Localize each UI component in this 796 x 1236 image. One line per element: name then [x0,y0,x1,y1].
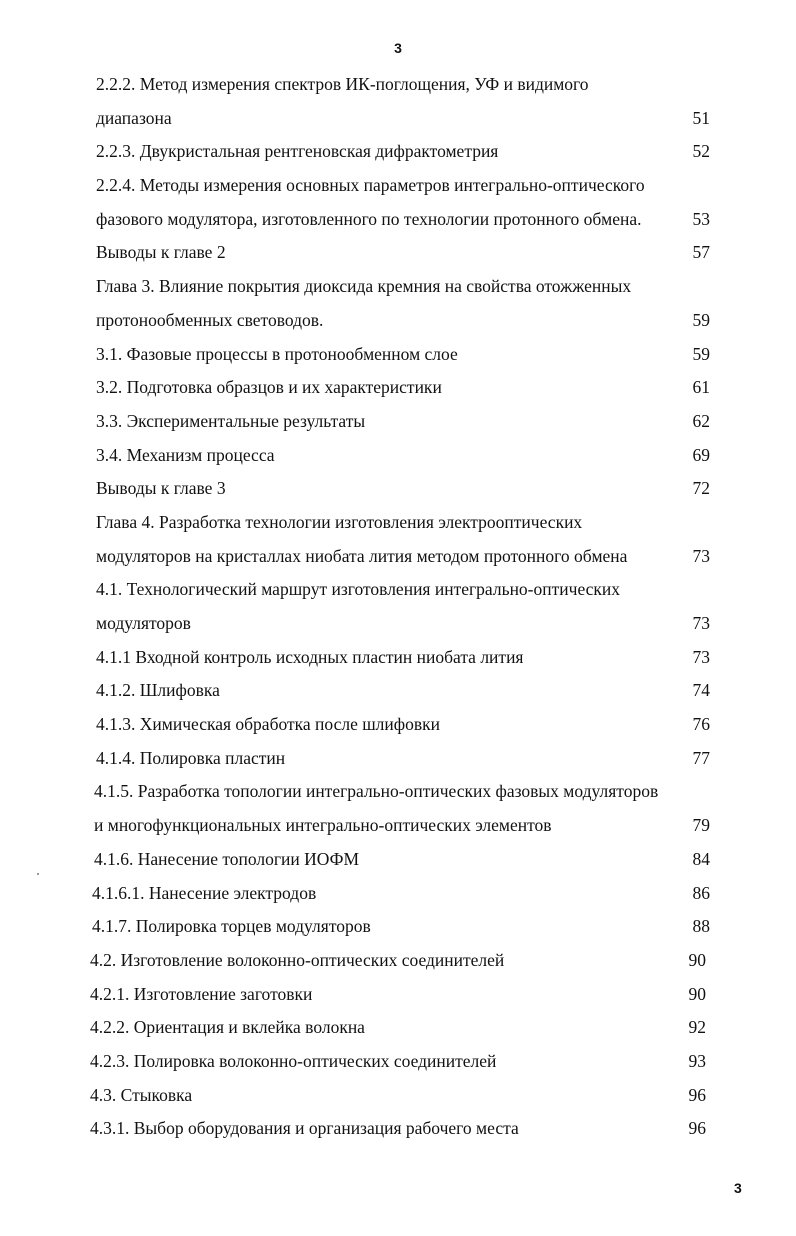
toc-entry-text: 4.1.1 Входной контроль исходных пластин ниобата лития [96,646,524,667]
toc-entry-text: Глава 3. Влияние покрытия диоксида кремния на свойства отожженных [96,276,632,297]
toc-entry-page: 76 [692,714,710,735]
toc-entry-page: 73 [692,646,710,667]
toc-entry-page: 90 [688,983,706,1004]
toc-entry-text: 3.1. Фазовые процессы в протонообменном слое [96,343,458,364]
toc-entry [0,910,796,944]
toc-entry-text: 4.2.3. Полировка волоконно-оптических соединителей [90,1050,497,1071]
toc-entry-page: 57 [692,242,710,263]
toc-entry [0,944,796,978]
toc-entry [0,203,796,237]
toc-entry-text: 4.1.2. Шлифовка [96,680,220,701]
toc-entry [0,506,796,540]
toc-entry-text: 2.2.4. Методы измерения основных параметров интегрально-оптического [96,175,645,196]
toc-entry [0,1011,796,1045]
toc-entry-page: 96 [688,1084,706,1105]
table-of-contents [0,68,796,1146]
toc-entry-page: 53 [692,208,710,229]
toc-entry-text: 4.3. Стыковка [90,1084,193,1105]
toc-entry [0,775,796,809]
toc-entry [0,371,796,405]
toc-entry-page: 59 [692,343,710,364]
toc-entry-page: 59 [692,309,710,330]
toc-entry [0,1112,796,1146]
toc-entry-text: 2.2.2. Метод измерения спектров ИК-поглощения, УФ и видимого [96,74,589,94]
toc-entry [0,809,796,843]
toc-entry-text: 4.1.5. Разработка топологии интегрально-оптических фазовых модуляторов [94,781,659,802]
toc-entry-text: 3.3. Экспериментальные результаты [96,410,366,431]
toc-entry-text: 4.1.6.1. Нанесение электродов [92,882,317,903]
toc-entry-text: протонообменных световодов. [96,309,324,330]
toc-entry-page: 90 [688,949,706,970]
toc-entry-text: 4.1. Технологический маршрут изготовления интегрально-оптических [96,579,621,600]
toc-entry-page: 74 [692,680,710,701]
toc-entry [0,270,796,304]
toc-entry [0,607,796,641]
toc-entry-text: Глава 4. Разработка технологии изготовления электрооптических [96,511,583,532]
toc-entry-text: 4.1.7. Полировка торцев модуляторов [92,916,371,937]
toc-entry [0,472,796,506]
toc-entry [0,236,796,270]
toc-entry-page: 73 [692,613,710,633]
toc-entry-text: 3.2. Подготовка образцов и их характеристики [96,377,442,398]
toc-entry [0,674,796,708]
toc-entry [0,978,796,1012]
toc-entry [0,843,796,877]
toc-entry [0,135,796,169]
toc-entry-text: 4.3.1. Выбор оборудования и организация рабочего места [90,1118,519,1139]
toc-entry-text: 3.4. Механизм процесса [96,444,275,465]
toc-entry-text: Выводы к главе 3 [96,478,226,499]
toc-entry-text: фазового модулятора, изготовленного по технологии протонного обмена. [96,208,642,229]
toc-entry [0,304,796,338]
toc-entry [0,573,796,607]
toc-entry-page: 51 [692,107,710,128]
toc-entry [0,708,796,742]
toc-entry-text: модуляторов [96,613,191,633]
toc-entry-text: 2.2.3. Двукристальная рентгеновская дифрактометрия [96,141,499,162]
toc-entry-text: и многофункциональных интегрально-оптических элементов [94,815,552,836]
toc-entry-page: 69 [692,444,710,465]
toc-entry-page: 88 [692,916,710,937]
toc-entry-text: модуляторов на кристаллах ниобата лития методом протонного обмена [96,545,628,566]
toc-entry-text: диапазона [96,107,172,128]
toc-entry-text: Выводы к главе 2 [96,242,226,263]
toc-entry [0,405,796,439]
toc-entry [0,439,796,473]
page-number-top: 3 [394,40,402,56]
scan-speck [37,873,39,875]
toc-entry [0,540,796,574]
toc-entry [0,877,796,911]
toc-entry-text: 4.1.6. Нанесение топологии ИОФМ [94,848,360,869]
toc-entry [0,1045,796,1079]
toc-entry-text: 4.2.2. Ориентация и вклейка волокна [90,1017,365,1038]
toc-entry-text: 4.1.4. Полировка пластин [96,747,286,768]
toc-entry [0,102,796,136]
toc-entry-page: 86 [692,882,710,903]
toc-entry-page: 61 [692,377,710,398]
toc-entry-page: 73 [692,545,710,566]
toc-entry [0,641,796,675]
toc-entry [0,1079,796,1113]
toc-entry-page: 92 [688,1017,706,1038]
toc-entry [0,68,796,102]
page-number-bottom: 3 [734,1180,742,1196]
toc-entry-page: 96 [688,1118,706,1139]
toc-entry [0,169,796,203]
toc-entry-page: 79 [692,815,710,836]
toc-entry [0,742,796,776]
toc-entry-page: 72 [692,478,710,499]
toc-entry-text: 4.2.1. Изготовление заготовки [90,983,313,1004]
toc-entry-page: 52 [692,141,710,162]
toc-entry-page: 93 [688,1050,706,1071]
toc-entry-page: 62 [692,410,710,431]
toc-entry [0,338,796,372]
toc-entry-page: 84 [692,848,710,869]
toc-entry-page: 77 [692,747,710,768]
toc-entry-text: 4.1.3. Химическая обработка после шлифовки [96,714,441,735]
toc-entry-text: 4.2. Изготовление волоконно-оптических соединителей [90,949,505,970]
